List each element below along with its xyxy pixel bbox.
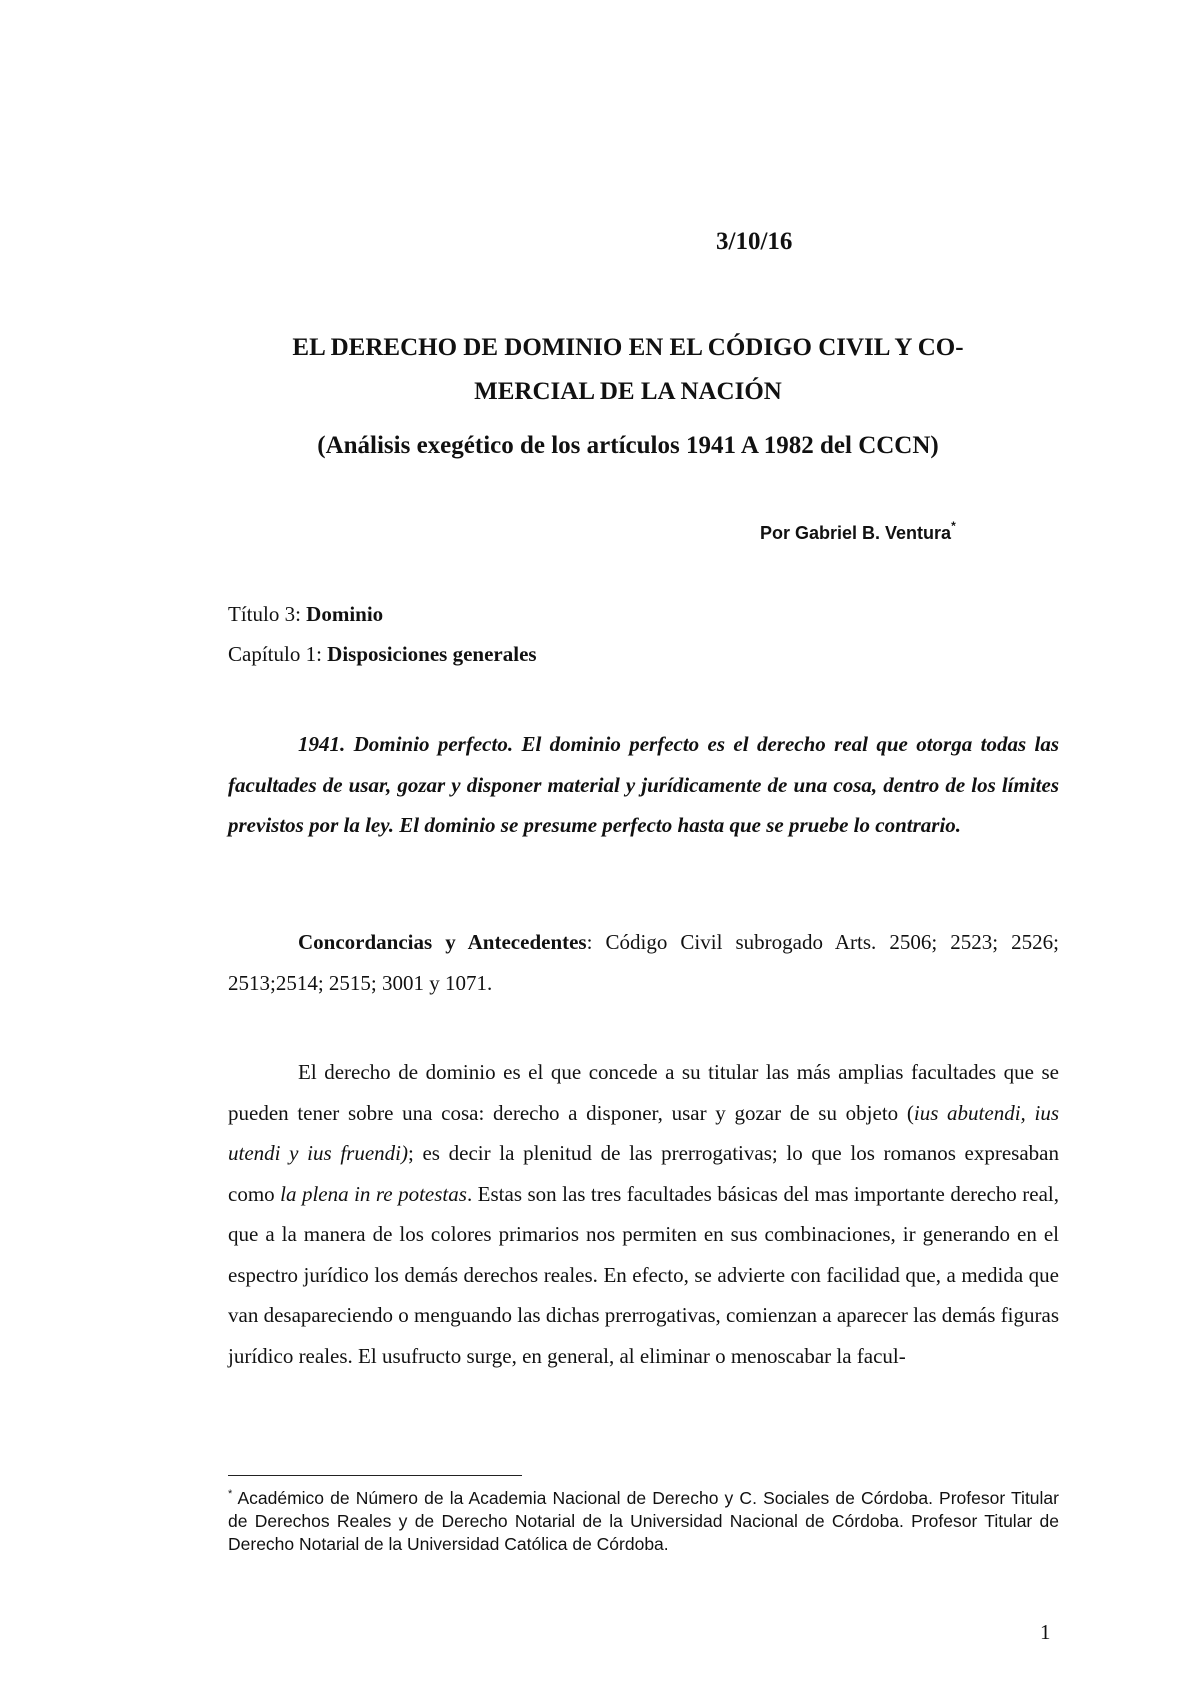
- titulo-value: Dominio: [306, 602, 384, 626]
- author-name: Por Gabriel B. Ventura: [760, 523, 952, 543]
- body-text: [228, 1052, 1059, 1376]
- concordancias-label: Concordancias y Antecedentes: [298, 930, 587, 954]
- capitulo-heading: [228, 642, 537, 667]
- body-part-3: . Estas son las tres facultades básicas del mas importante derecho real, que a la manera de los colores primarios nos permiten en sus combinaciones, ir generando en el espectro jurídico los demás derechos reales. En efecto, se advierte con facilidad que, a medida que van desapareciendo o menguando las dichas prerrogativas, comienzan a aparecer las demás figuras jurídico reales. El usufructo surge, en general, al eliminar o menoscabar la facul-: [228, 1181, 1059, 1368]
- body-latin-2: la plena in re potestas: [280, 1181, 467, 1206]
- author-footnote-mark: *: [951, 519, 956, 533]
- titulo-label: Título 3:: [228, 602, 307, 626]
- footnote-divider: [228, 1475, 522, 1476]
- concordancias-paragraph: [228, 922, 1059, 1003]
- capitulo-label: Capítulo 1:: [228, 642, 328, 666]
- document-date: 3/10/16: [716, 228, 793, 255]
- subtitle: (Análisis exegético de los artículos 1941 A 1982 del CCCN): [317, 432, 939, 459]
- footnote: [228, 1483, 1059, 1556]
- title-line-1: EL DERECHO DE DOMINIO EN EL CÓDIGO CIVIL Y CO-: [292, 334, 964, 361]
- author-line: [760, 521, 956, 544]
- article-paragraph: 1941. Dominio perfecto. El dominio perfecto es el derecho real que otorga todas las facultades de usar, gozar y disponer material y jurídicamente de una cosa, dentro de los límites previstos por la ley. El dominio se presume perfecto hasta que se pruebe lo contrario.: [228, 732, 1059, 837]
- concordancias-body: : Código Civil subrogado Arts. 2506; 2523; 2526; 2513;2514; 2515; 3001 y 1071.: [228, 930, 1059, 995]
- body-part-2: ; es decir la plenitud de las prerrogativas; lo que los romanos expresaban como: [228, 1141, 1059, 1206]
- footnote-mark: *: [228, 1488, 233, 1500]
- title-line-2: MERCIAL DE LA NACIÓN: [474, 378, 782, 405]
- page-number: 1: [1040, 1620, 1051, 1644]
- article-text: [228, 724, 1059, 846]
- titulo-heading: [228, 602, 383, 627]
- body-latin-1: ius abutendi, ius utendi y ius fruendi): [228, 1100, 1059, 1165]
- capitulo-value: Disposiciones generales: [327, 642, 537, 666]
- body-part-1: El derecho de dominio es el que concede a su titular las más amplias facultades que se pueden tener sobre una cosa: derecho a disponer, usar y gozar de su objeto (: [228, 1060, 1059, 1125]
- footnote-text: Académico de Número de la Academia Nacional de Derecho y C. Sociales de Córdoba. Profesor Titular de Derechos Reales y de Derecho Notarial de la Universidad Nacional de Córdoba. Profesor Titular de Derecho Notarial de la Universidad Católica de Córdoba.: [228, 1487, 1059, 1554]
- body-paragraph: [228, 1052, 1059, 1376]
- concordancias-text: [228, 922, 1059, 1003]
